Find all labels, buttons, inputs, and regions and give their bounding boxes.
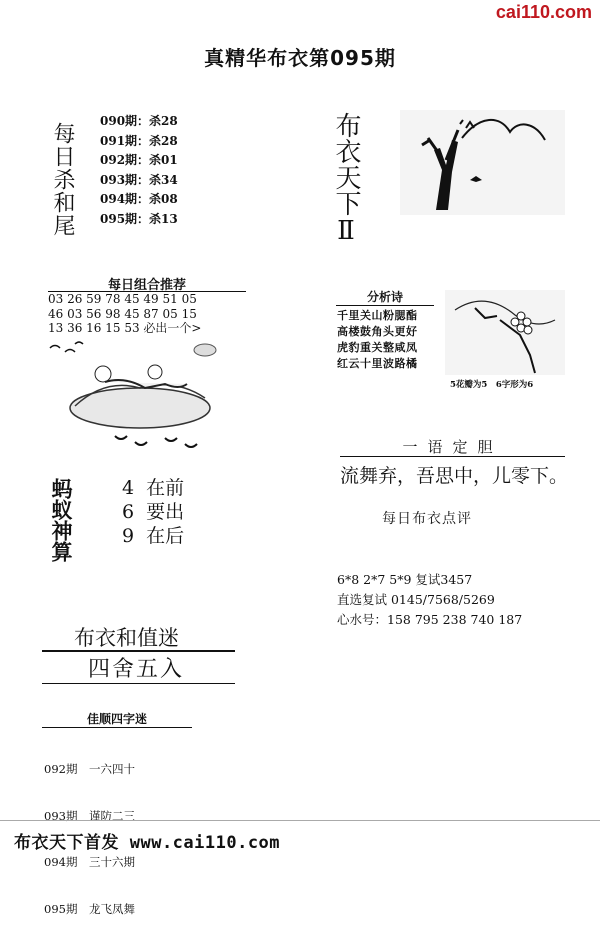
list-item: 4 在前 (122, 477, 185, 499)
hezhi-title: 布衣和值迷 (74, 626, 179, 650)
list-item: 心水号：158 795 238 740 187 (337, 612, 523, 627)
poem-line: 红云十里波路橘 (337, 357, 418, 370)
meiri-sha-wei-heading: 每日杀和尾 (50, 122, 75, 237)
list-item: 094期：杀08 (100, 192, 178, 206)
divider (0, 820, 600, 821)
divider (42, 727, 192, 728)
yiyu-title: 一语定胆 (402, 438, 503, 456)
mayi-heading: 蚂蚁神算 (49, 478, 73, 562)
jiashun-title: 佳顺四字迷 (86, 712, 147, 726)
list-item: 9 在后 (122, 525, 185, 547)
list-item: 直选复试 0145/7568/5269 (337, 592, 495, 607)
footer-link[interactable]: 布衣天下首发 www.cai110.com (14, 833, 281, 853)
poem-line: 千里关山粉腮酯 (337, 309, 418, 322)
combo-row: 03 26 59 78 45 49 51 05 (48, 292, 197, 306)
list-item: 092期：杀01 (100, 153, 178, 167)
divider (336, 305, 434, 306)
hezhi-answer: 四舍五入 (88, 657, 185, 682)
list-item: 090期：杀28 (100, 114, 178, 128)
daily-combo-numbers (48, 292, 201, 336)
dianping-title: 每日布衣点评 (382, 511, 472, 527)
poem-line: 虎豹重关整咸凤 (337, 341, 418, 354)
divider (42, 683, 235, 684)
list-item: 093期：杀34 (100, 172, 178, 187)
list-item: 092期 一六四十 (44, 762, 135, 776)
combo-row: 46 03 56 98 45 87 05 15 (48, 306, 197, 321)
list-item: 093期 谨防二三 (44, 808, 135, 823)
poem-title: 分析诗 (366, 290, 403, 304)
tree-bird-illustration (400, 110, 565, 215)
list-item: 6 要出 (122, 501, 185, 523)
poem-note: 5花瓣为5 6字形为6 (450, 380, 534, 390)
flower-branch-illustration (445, 290, 565, 375)
buyi-tianxia-heading: 布衣天下Ⅱ (331, 112, 361, 246)
list-item: 091期：杀28 (100, 133, 178, 148)
poem-line: 高楼鼓角头更好 (337, 325, 418, 338)
daily-combo-title: 每日组合推荐 (107, 278, 186, 293)
site-logo[interactable]: cai110.com (495, 2, 592, 22)
picks-list (337, 570, 522, 630)
poem-body (337, 308, 418, 372)
combo-row: 13 36 16 15 53 必出一个> (48, 321, 202, 335)
page-title: 真精华布衣第095期 (204, 46, 396, 70)
mayi-list (122, 476, 184, 548)
yiyu-text: 流舞弃，吾思中，儿零下。 (340, 465, 569, 487)
list-item: 095期：杀13 (100, 211, 178, 226)
list-item: 094期 三十六期 (44, 855, 135, 869)
sleeping-figure-illustration (45, 338, 245, 458)
list-item: 095期 龙飞凤舞 (44, 901, 135, 916)
kill-list (100, 112, 178, 229)
divider (340, 456, 565, 457)
list-item: 6*8 2*7 5*9 复试3457 (337, 572, 473, 587)
